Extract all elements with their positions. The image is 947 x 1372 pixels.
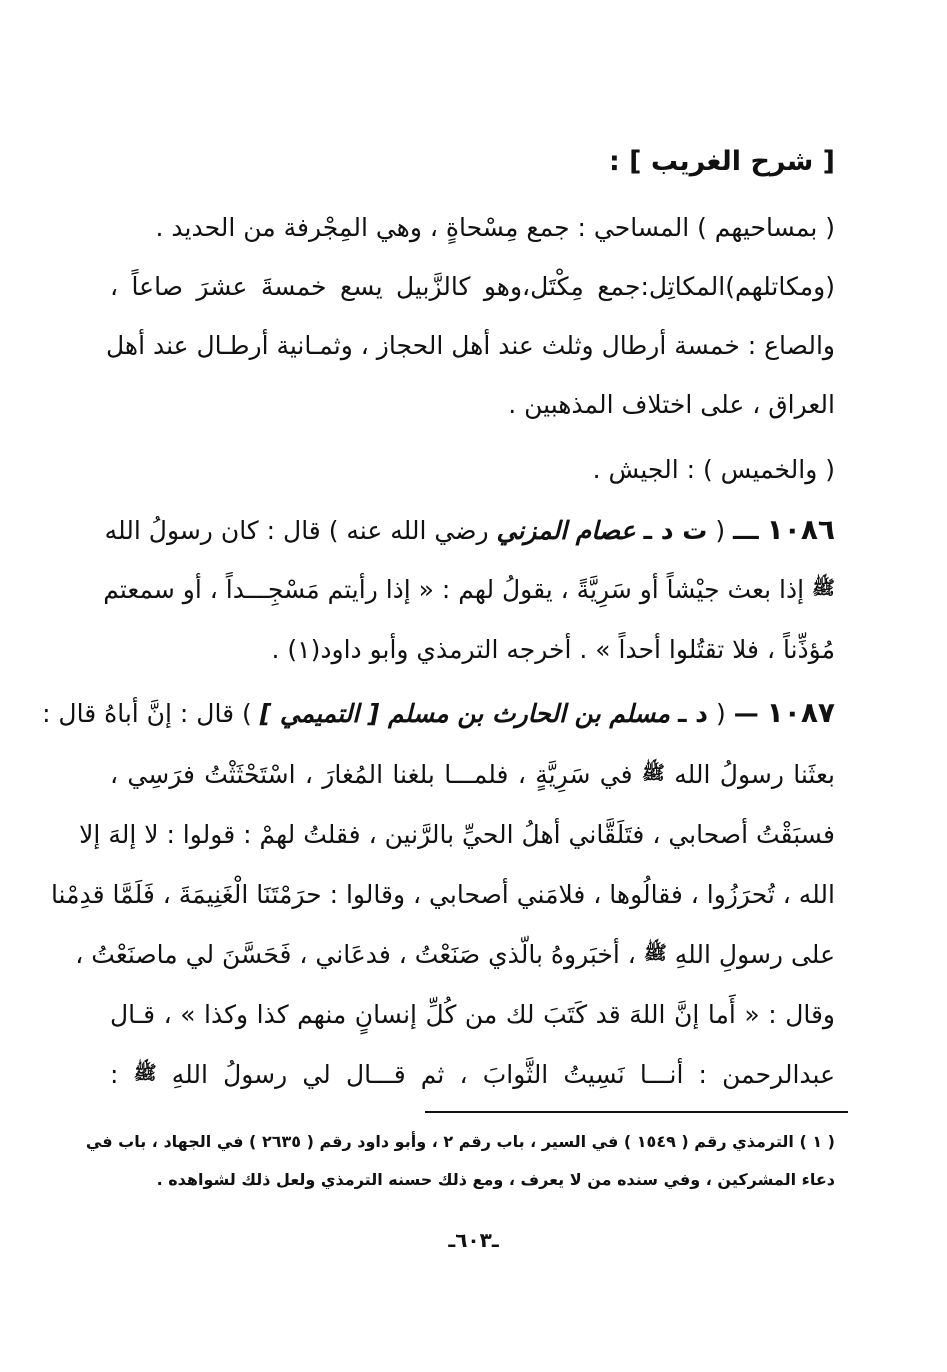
narration-intro: ) قال : إنَّ أباهُ قال : <box>42 699 252 728</box>
hadith-1087-line-5 <box>75 935 835 975</box>
section-heading: [ شرح الغريب ] : <box>608 146 835 177</box>
hadith-1087-line-3: فسبَقْتُ أصحابي ، فتَلَقَّاني أهلُ الحيِّ بالرَّنين ، فقلتُ لهمْ : قولوا : لا إلهَ إلا <box>79 820 835 849</box>
narration-intro: رضي الله عنه ) قال : كان رسولُ الله <box>104 516 489 545</box>
narrator-name: عصام المزني <box>496 516 636 545</box>
salawat-ligature: ﷺ <box>643 942 667 964</box>
hadith-text: في سَرِيَّةٍ ، فلمـــا بلغنا المُغارَ ، اسْتَحْثَثْتُ فرَسِي ، <box>110 760 633 789</box>
footnote-line-1: ( ١ ) الترمذي رقم ( ١٥٤٩ ) في السير ، باب رقم ٢ ، وأبو داود رقم ( ٢٦٣٥ ) في الجهاد ، باب في <box>85 1132 835 1151</box>
footnote-rule <box>425 1111 848 1113</box>
gloss-line-1: ( بمساحيهم ) المساحي : جمع مِسْحاةٍ ، وهي المِجْرفة من الحديد . <box>155 213 835 242</box>
narrator-name: مسلم بن الحارث بن مسلم [ التميمي ] <box>259 699 670 728</box>
hadith-text: على رسولِ اللهِ <box>674 940 835 969</box>
hadith-text: ، أخبَروهُ بالّذي صَنَعْتُ ، فدعَاني ، فَحَسَّنَ لي ماصنَعْتُ ، <box>75 940 636 969</box>
salawat-ligature: ﷺ <box>133 1062 157 1084</box>
hadith-1087-line-2 <box>110 755 835 795</box>
hadith-dash: — <box>733 699 759 728</box>
source-open-paren: ( <box>715 516 726 545</box>
salawat-ligature: ﷺ <box>641 762 665 784</box>
hadith-1087-header <box>42 693 835 733</box>
page-number: ـ٦٠٣ـ <box>448 1228 499 1252</box>
gloss-line-4: العراق ، على اختلاف المذهبين . <box>508 390 835 419</box>
source-code: ت د ـ <box>643 516 708 545</box>
hadith-number: ١٠٨٦ <box>766 513 835 546</box>
hadith-text: عبدالرحمن : أنـــا نَسِيتُ الثَّوابَ ، ثم قـــال لي رسولُ اللهِ <box>171 1060 835 1089</box>
hadith-1087-line-6: وقال : « أَما إنَّ اللهَ قد كَتَبَ لك من كُلِّ إنسانٍ منهم كذا وكذا » ، قـال <box>110 1000 835 1029</box>
hadith-text: إذا بعث جيْشاً أو سَرِيَّةً ، يقولُ لهم : « إذا رأيتم مَسْجِـــداً ، أو سمعتم <box>103 575 805 604</box>
gloss-line-2: (ومكاتلهم)المكاتِل:جمع مِكْتَل،وهو كالزَّبيل يسع خمسةَ عشرَ صاعاً ، <box>110 272 835 301</box>
hadith-1087-line-4: الله ، تُحرَزُوا ، فقالُوها ، فلامَني أصحابي ، وقالوا : حرَمْتَنَا الْغَنِيمَةَ ، فَلَمَّا قدِمْنا <box>50 880 835 909</box>
gloss-line-5: ( والخميس ) : الجيش . <box>592 455 835 484</box>
hadith-1086-header <box>104 510 835 550</box>
hadith-1087-line-7 <box>110 1055 835 1095</box>
hadith-1086-line-3: مُؤذِّناً ، فلا تقتُلوا أحداً » . أخرجه الترمذي وأبو داود(١) . <box>271 635 835 664</box>
hadith-text: بعثَنا رسولُ الله <box>674 760 835 789</box>
hadith-1086-line-2 <box>103 570 835 610</box>
salawat-ligature: ﷺ <box>812 577 835 599</box>
hadith-number: ١٠٨٧ <box>766 696 835 729</box>
hadith-dash: ـــ <box>733 516 759 545</box>
source-open-paren: ( <box>715 699 726 728</box>
hadith-text: : <box>110 1060 119 1089</box>
source-code: د ـ <box>677 699 709 728</box>
footnote-line-2: دعاء المشركين ، وفي سنده من لا يعرف ، ومع ذلك حسنه الترمذي ولعل ذلك لشواهده . <box>156 1170 835 1189</box>
gloss-line-3: والصاع : خمسة أرطال وثلث عند أهل الحجاز ، وثمـانية أرطـال عند أهل <box>105 331 835 360</box>
